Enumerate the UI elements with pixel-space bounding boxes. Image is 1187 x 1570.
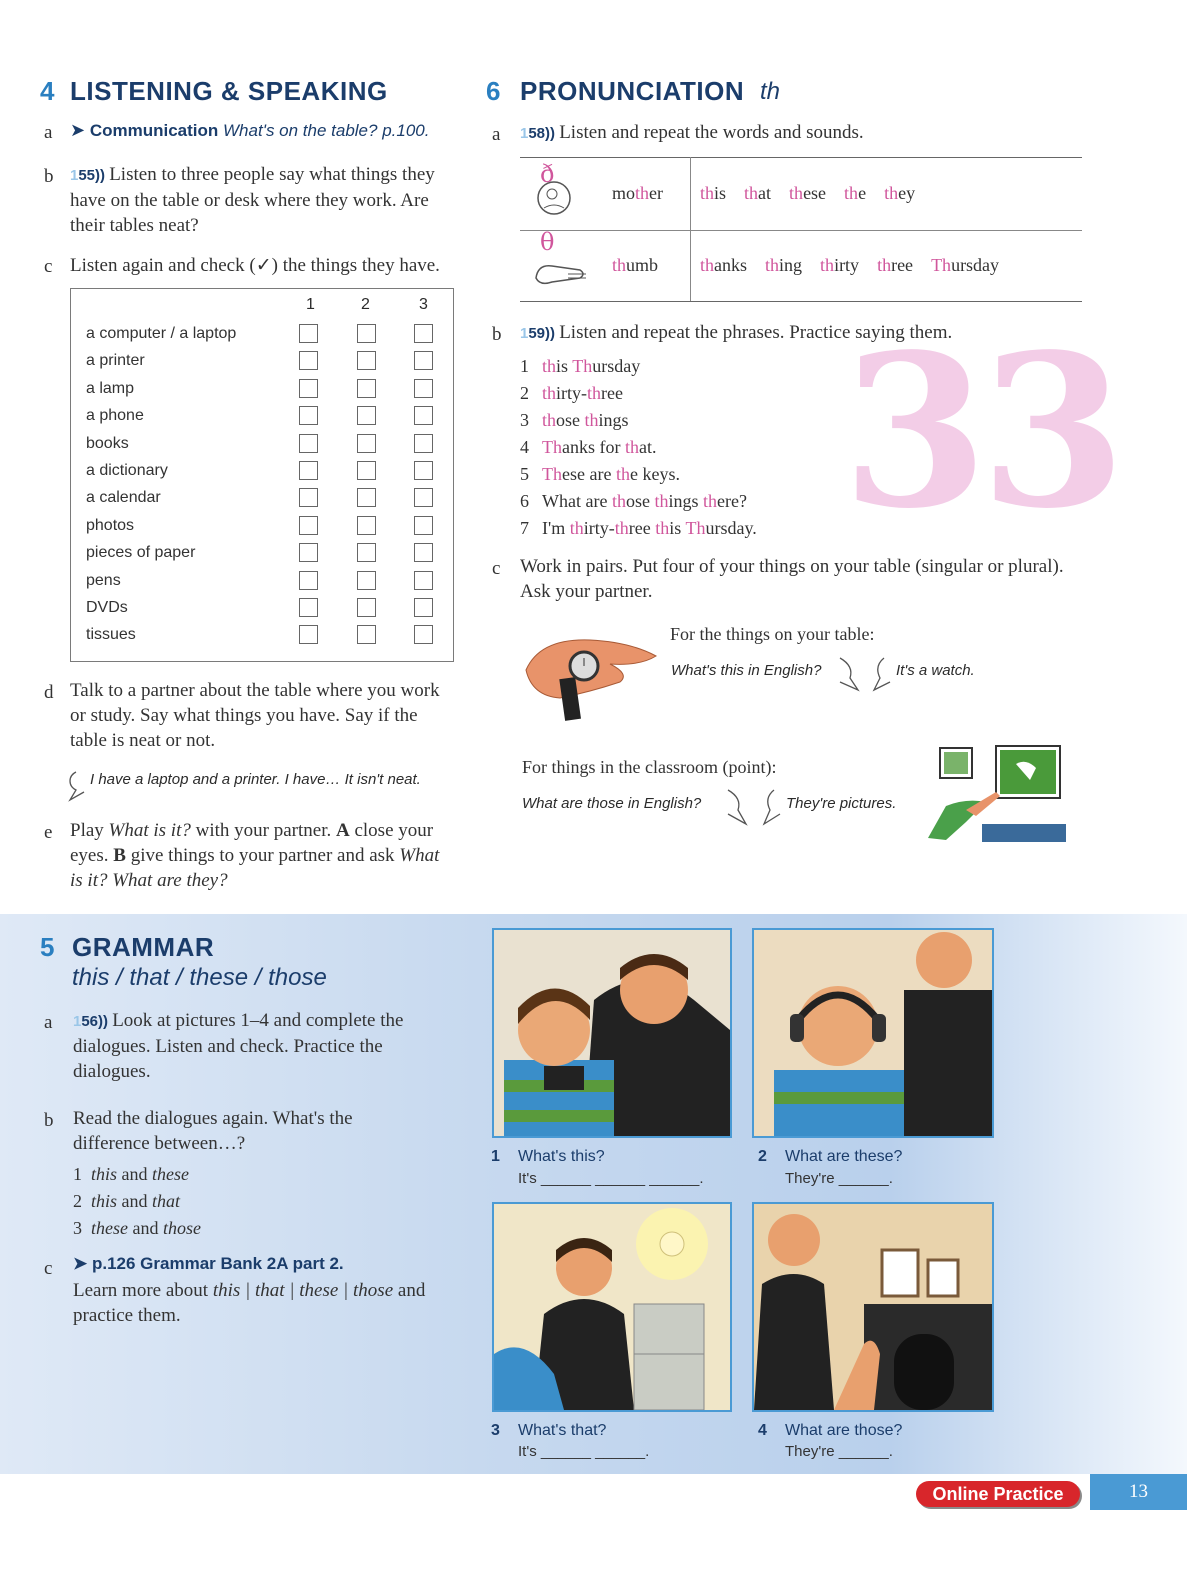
- phrase-item: [520, 410, 629, 431]
- picture-1: [492, 928, 732, 1138]
- phrase-item: [520, 437, 657, 458]
- word-th: th: [877, 255, 892, 275]
- phrase-text: ose: [625, 491, 655, 511]
- phrase-th: th: [615, 464, 630, 484]
- checkbox-col-3[interactable]: [414, 434, 433, 453]
- word-th: th: [820, 255, 835, 275]
- phrase-th: th: [614, 518, 629, 538]
- phrase-th: th: [542, 410, 557, 430]
- checkbox-col-2[interactable]: [357, 406, 376, 425]
- word-rest: ese: [803, 183, 827, 203]
- phrase-text: is: [669, 518, 686, 538]
- phrase-th: th: [655, 518, 670, 538]
- e-game-name: What is it?: [108, 820, 191, 841]
- sound-chart-top-rule: [520, 157, 1082, 158]
- checkbox-col-2[interactable]: [357, 598, 376, 617]
- list-number: 1: [73, 1164, 82, 1184]
- speech-bubble-icon: [830, 654, 868, 694]
- e-student-a: A: [335, 820, 350, 841]
- e-text-3: close your eyes.: [70, 820, 434, 866]
- e-student-b: B: [113, 845, 126, 866]
- checkbox-col-2[interactable]: [357, 379, 376, 398]
- word-rest: at: [758, 183, 772, 203]
- checkbox-col-2[interactable]: [357, 351, 376, 370]
- unvoiced-word-list: [700, 255, 1017, 276]
- phrase-th: th: [569, 518, 584, 538]
- checkbox-col-1[interactable]: [299, 543, 318, 562]
- audio-track-55[interactable]: 155)): [70, 167, 110, 184]
- checkbox-col-1[interactable]: [299, 571, 318, 590]
- section-5-title: GRAMMAR: [72, 932, 215, 962]
- e-text-4: give things to your partner and ask: [125, 845, 400, 866]
- item-e-text: [70, 818, 455, 893]
- c-words: this | that | these | those: [212, 1280, 394, 1301]
- checkbox-col-1[interactable]: [299, 379, 318, 398]
- word-rest: anks: [714, 255, 748, 275]
- checkbox-col-3[interactable]: [414, 324, 433, 343]
- phrase-text: anks for: [562, 437, 625, 457]
- list-and: and: [127, 1218, 163, 1238]
- phrase-text: ursday: [592, 356, 641, 376]
- sound-word: [765, 255, 802, 275]
- picture-1-number: 1: [491, 1148, 500, 1165]
- phrase-th: Th: [542, 437, 562, 457]
- online-practice-label: Online Practice: [932, 1484, 1064, 1504]
- checklist-item-label: a lamp: [86, 379, 135, 397]
- phrase-item: [520, 356, 640, 377]
- checkbox-col-3[interactable]: [414, 379, 433, 398]
- checkbox-col-1[interactable]: [299, 434, 318, 453]
- grammar-b-letter: b: [44, 1110, 54, 1131]
- checkbox-col-3[interactable]: [414, 461, 433, 480]
- item-a-letter: a: [44, 122, 53, 143]
- sound-word: [844, 183, 866, 203]
- grammar-b-text: Read the dialogues again. What's the difference between…?: [73, 1108, 353, 1154]
- communication-text: What's on the table? p.100.: [223, 121, 430, 140]
- grammar-c-text: [73, 1278, 433, 1328]
- checklist-item-label: DVDs: [86, 599, 128, 616]
- sound-word: [744, 183, 771, 203]
- word-rest: ey: [898, 183, 916, 203]
- item-c-letter: c: [44, 256, 53, 277]
- sound-chart-bottom-rule: [520, 301, 1082, 302]
- sound-symbol-unvoiced: θ: [540, 228, 555, 256]
- checkbox-col-2[interactable]: [357, 434, 376, 453]
- track-number: 56: [81, 1013, 99, 1030]
- section-4-number: 4: [40, 76, 55, 106]
- phrase-th: Th: [572, 356, 593, 376]
- word-rest: ree: [891, 255, 914, 275]
- key-word-mother: [612, 183, 663, 204]
- picture-2-answer: They're ______.: [785, 1170, 893, 1187]
- checkbox-col-2[interactable]: [357, 516, 376, 535]
- instruction: Listen to three people say what things they have on the table or desk where they work. Are their tables neat?: [70, 164, 435, 236]
- word-th: th: [789, 183, 804, 203]
- picture-2-question: What are these?: [785, 1148, 903, 1165]
- checklist-item-label: a dictionary: [86, 462, 168, 479]
- grammar-a-text: [73, 1008, 453, 1084]
- headphones-icon: 1: [520, 125, 529, 142]
- grammar-bank-label: p.126 Grammar Bank 2A part 2.: [91, 1254, 344, 1273]
- checklist-item-label: a printer: [86, 352, 145, 370]
- track-number: 59: [528, 325, 546, 342]
- phrase-text: What are: [542, 491, 612, 511]
- man-by-fireplace-illustration: [754, 1204, 992, 1410]
- checkbox-col-2[interactable]: [357, 461, 376, 480]
- phrase-th: Th: [542, 464, 562, 484]
- phrase-th: th: [624, 437, 639, 457]
- phrase-text: irty-: [556, 383, 588, 403]
- word-rest: ursday: [951, 255, 1000, 275]
- hand-with-watch-illustration: [520, 618, 660, 722]
- phrase-text: ese are: [562, 464, 616, 484]
- word-th: Th: [931, 255, 952, 275]
- checkbox-col-3[interactable]: [414, 543, 433, 562]
- phrase-th: th: [703, 491, 718, 511]
- checkbox-col-2[interactable]: [357, 488, 376, 507]
- sound-word: [789, 183, 826, 203]
- page-number-tab: [1090, 1474, 1187, 1510]
- phrase-item: [520, 491, 747, 512]
- communication-label: Communication: [89, 121, 219, 140]
- picture-3-question: What's that?: [518, 1422, 607, 1439]
- item-b-text: [70, 162, 450, 238]
- phrase-text: ings: [598, 410, 629, 430]
- list-item: [73, 1164, 201, 1191]
- pointing-at-pictures-illustration: [926, 744, 1066, 842]
- audio-track-58[interactable]: 158)): [520, 125, 560, 142]
- word-part: mo: [612, 183, 636, 203]
- word-th: th: [700, 183, 715, 203]
- grammar-subtitle: this / that / these / those: [72, 964, 327, 991]
- list-word-2: that: [152, 1191, 181, 1211]
- sound-word: [877, 255, 913, 275]
- phrase-text: ings: [668, 491, 703, 511]
- list-and: and: [117, 1164, 153, 1184]
- picture-4-question: What are those?: [785, 1422, 903, 1439]
- item-b-letter: b: [44, 166, 54, 187]
- grammar-c-letter: c: [44, 1258, 53, 1279]
- boy-with-headphones-illustration: [754, 930, 992, 1136]
- phrase-text: ursday.: [705, 518, 757, 538]
- checkbox-col-2[interactable]: [357, 543, 376, 562]
- checklist-item-label: photos: [86, 516, 135, 534]
- headphones-icon: 1: [70, 167, 79, 184]
- checkbox-col-1[interactable]: [299, 488, 318, 507]
- checkbox-col-3[interactable]: [414, 488, 433, 507]
- speech-example: I have a laptop and a printer. I have… It isn't neat.: [90, 771, 421, 788]
- pron-a-letter: a: [492, 124, 501, 145]
- checklist-item-label: pens: [86, 571, 121, 589]
- word-th: th: [884, 183, 899, 203]
- word-rest: ing: [779, 255, 803, 275]
- phrase-number: 5: [520, 464, 529, 484]
- audio-track-59[interactable]: 159)): [520, 325, 560, 342]
- grammar-b-list: [73, 1164, 201, 1245]
- picture-4-number: 4: [758, 1422, 767, 1439]
- checkbox-col-1[interactable]: [299, 324, 318, 343]
- arrow-icon: ➤: [70, 120, 86, 140]
- phrase-text: ree: [628, 518, 656, 538]
- phrase-number: 6: [520, 491, 529, 511]
- c-text-1: Learn more about: [73, 1280, 213, 1301]
- picture-1-answer: It's ______ ______ ______.: [518, 1170, 704, 1187]
- phrase-text: is: [556, 356, 573, 376]
- phrase-item: [520, 518, 757, 539]
- table-heading: For the things on your table:: [670, 624, 875, 644]
- list-word-2: those: [162, 1218, 201, 1238]
- phrase-th: th: [542, 356, 557, 376]
- word-part: er: [649, 183, 664, 203]
- word-rest: irty: [834, 255, 860, 275]
- sound-word: [700, 255, 747, 275]
- phrase-th: th: [611, 491, 626, 511]
- phrase-text: irty-: [583, 518, 615, 538]
- phrase-text: at.: [639, 437, 657, 457]
- section-6-title: PRONUNCIATION: [520, 76, 745, 106]
- checklist-item-label: a phone: [86, 407, 144, 425]
- list-number: 2: [73, 1191, 82, 1211]
- phrase-number: 2: [520, 383, 529, 403]
- key-word-thumb: [612, 255, 658, 276]
- checkbox-col-2[interactable]: [357, 571, 376, 590]
- picture-4-answer: They're ______.: [785, 1443, 893, 1460]
- phrase-item: [520, 383, 623, 404]
- phrase-text: ree: [601, 383, 624, 403]
- phrase-number: 1: [520, 356, 529, 376]
- checkbox-col-3[interactable]: [414, 351, 433, 370]
- word-th: th: [700, 255, 715, 275]
- word-th: th: [612, 255, 627, 275]
- list-item: [73, 1218, 201, 1245]
- instruction: Listen and repeat the words and sounds.: [559, 122, 864, 143]
- pron-a-text: [520, 120, 864, 146]
- checkbox-col-1[interactable]: [299, 516, 318, 535]
- list-word-1: this: [91, 1164, 118, 1184]
- section-6-th: th: [760, 78, 781, 105]
- communication-link[interactable]: [70, 120, 429, 141]
- pron-c-letter: c: [492, 558, 501, 579]
- section-6-number: 6: [486, 76, 501, 106]
- sound-word: [884, 183, 915, 203]
- column-header-1: 1: [306, 296, 315, 313]
- man-by-cabinet-illustration: [494, 1204, 730, 1410]
- checkbox-col-1[interactable]: [299, 461, 318, 480]
- arrow-icon: ➤: [73, 1254, 88, 1273]
- column-header-3: 3: [419, 296, 428, 313]
- e-text-1: Play: [70, 820, 109, 841]
- list-and: and: [117, 1191, 153, 1211]
- picture-2-number: 2: [758, 1148, 767, 1165]
- checklist-item-label: tissues: [86, 626, 136, 644]
- speech-bubble-icon: [718, 786, 756, 828]
- phrase-number: 4: [520, 437, 529, 457]
- word-th: th: [744, 183, 759, 203]
- sound-chart-mid-rule: [520, 230, 1082, 231]
- word-rest: is: [714, 183, 727, 203]
- pron-c-text: Work in pairs. Put four of your things on your table (singular or plural). Ask your partner.: [520, 556, 1064, 602]
- column-header-2: 2: [361, 296, 370, 313]
- classroom-heading: For things in the classroom (point):: [522, 757, 777, 777]
- word-th: th: [635, 183, 650, 203]
- answer-table: It's a watch.: [896, 662, 975, 679]
- instruction: Look at pictures 1–4 and complete the dialogues. Listen and check. Practice the dialogues.: [73, 1010, 404, 1082]
- phrase-th: Th: [685, 518, 706, 538]
- sound-chart-divider: [690, 157, 691, 301]
- checkbox-col-3[interactable]: [414, 516, 433, 535]
- phrase-number: 7: [520, 518, 529, 538]
- question-table: What's this in English?: [671, 662, 822, 679]
- checkbox-col-2[interactable]: [357, 324, 376, 343]
- phrase-th: th: [587, 383, 602, 403]
- sound-word: [820, 255, 859, 275]
- phrase-number: 3: [520, 410, 529, 430]
- grammar-a-letter: a: [44, 1012, 53, 1033]
- phrase-th: th: [654, 491, 669, 511]
- item-d-text: Talk to a partner about the table where you work or study. Say what things you have. Say if the table is neat or not.: [70, 680, 440, 751]
- online-practice-button[interactable]: [916, 1481, 1080, 1507]
- word-part: umb: [626, 255, 659, 275]
- track-number: 58: [528, 125, 546, 142]
- pron-b-letter: b: [492, 324, 502, 345]
- sound-word: [931, 255, 999, 275]
- big-number-33: 33: [842, 308, 1119, 555]
- c-text-2: and practice them.: [73, 1280, 426, 1326]
- track-number: 55: [78, 167, 96, 184]
- checkbox-col-2[interactable]: [357, 625, 376, 644]
- section-5-number: 5: [40, 932, 55, 962]
- picture-2: [752, 928, 994, 1138]
- checkbox-col-3[interactable]: [414, 571, 433, 590]
- boy-with-card-illustration: [494, 930, 730, 1136]
- word-th: th: [844, 183, 859, 203]
- picture-3: [492, 1202, 732, 1412]
- grammar-bank-link[interactable]: [73, 1254, 344, 1274]
- e-questions: What is it? What are they?: [70, 845, 440, 891]
- question-classroom: What are those in English?: [522, 795, 702, 812]
- phrase-th: th: [584, 410, 599, 430]
- item-c-text: Listen again and check (✓) the things they have.: [70, 255, 440, 276]
- picture-4: [752, 1202, 994, 1412]
- phrase-text: ere?: [717, 491, 747, 511]
- checkbox-col-3[interactable]: [414, 625, 433, 644]
- checkbox-col-1[interactable]: [299, 625, 318, 644]
- word-th: th: [765, 255, 780, 275]
- checklist-item-label: a calendar: [86, 489, 161, 507]
- phrase-item: [520, 464, 680, 485]
- list-word-2: these: [152, 1164, 189, 1184]
- checkbox-col-1[interactable]: [299, 406, 318, 425]
- item-d-letter: d: [44, 682, 54, 703]
- list-word-1: this: [91, 1191, 118, 1211]
- sound-symbol-voiced: ð: [540, 160, 555, 188]
- instruction: Listen and repeat the phrases. Practice saying them.: [559, 322, 953, 343]
- checkbox-col-3[interactable]: [414, 406, 433, 425]
- picture-1-question: What's this?: [518, 1148, 605, 1165]
- answer-classroom: They're pictures.: [786, 795, 897, 812]
- e-text-2: with your partner.: [190, 820, 336, 841]
- checkbox-col-1[interactable]: [299, 598, 318, 617]
- list-word-1: these: [91, 1218, 128, 1238]
- word-rest: e: [858, 183, 867, 203]
- checkbox-col-1[interactable]: [299, 351, 318, 370]
- checklist-item-label: a computer / a laptop: [86, 325, 237, 342]
- picture-3-number: 3: [491, 1422, 500, 1439]
- list-item: [73, 1191, 201, 1218]
- phrase-text: e keys.: [629, 464, 680, 484]
- checklist-item-label: pieces of paper: [86, 544, 196, 562]
- page-number: 13: [1129, 1481, 1148, 1502]
- picture-3-answer: It's ______ ______.: [518, 1443, 650, 1460]
- sound-word: [700, 183, 726, 203]
- list-number: 3: [73, 1218, 82, 1238]
- headphones-icon: 1: [73, 1013, 82, 1030]
- headphones-icon: 1: [520, 325, 529, 342]
- phrase-text: ose: [556, 410, 585, 430]
- checkbox-col-3[interactable]: [414, 598, 433, 617]
- item-e-letter: e: [44, 822, 53, 843]
- voiced-word-list: [700, 183, 933, 204]
- checklist-item-label: books: [86, 434, 129, 452]
- thumb-sound-icon: [528, 234, 590, 294]
- phrase-th: th: [542, 383, 557, 403]
- phrase-text: I'm: [542, 518, 570, 538]
- section-4-title: LISTENING & SPEAKING: [70, 76, 388, 106]
- audio-track-56[interactable]: 156)): [73, 1013, 113, 1030]
